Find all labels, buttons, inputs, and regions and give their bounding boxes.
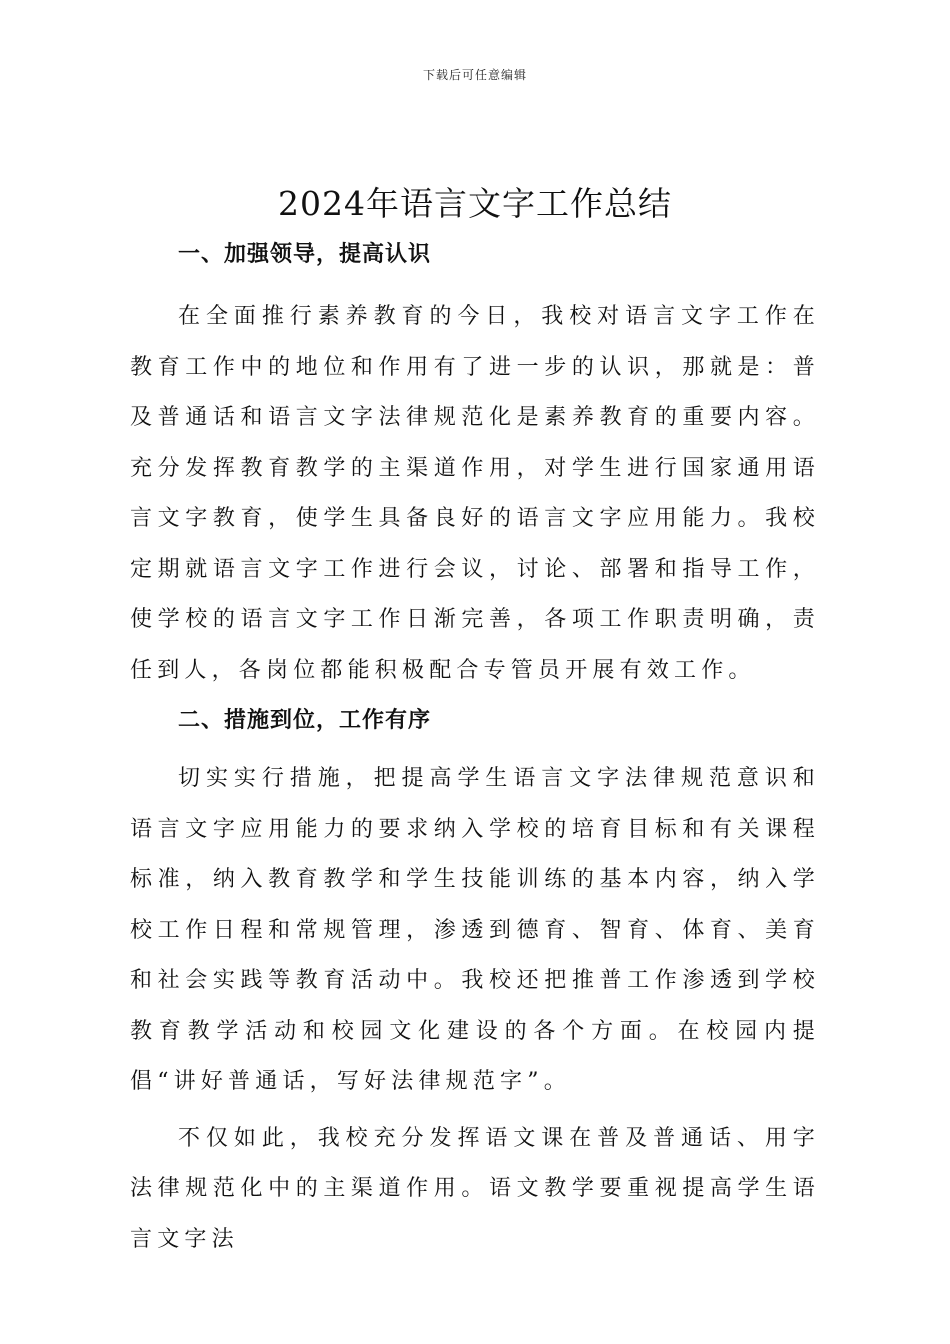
section-2 [130,696,820,1265]
paragraph: 切实实行措施，把提高学生语言文字法律规范意识和语言文字应用能力的要求纳入学校的培育目标和有关课程标准，纳入教育教学和学生技能训练的基本内容，纳入学校工作日程和常规管理，渗透到德育、智育、体育、美育和社会实践等教育活动中。我校还把推普工作渗透到学校教育教学活动和校园文化建设的各个方面。在校园内提倡“讲好普通话，写好法律规范字”。 [130,766,820,1094]
section-1 [130,230,820,696]
paragraph: 不仅如此，我校充分发挥语文课在普及普通话、用字法律规范化中的主渠道作用。语文教学要重视提高学生语言文字法 [130,1125,820,1252]
document-title: 2024年语言文字工作总结 [278,184,672,223]
section-heading: 二、措施到位，工作有序 [178,708,432,733]
paragraph: 在全面推行素养教育的今日，我校对语言文字工作在教育工作中的地位和作用有了进一步的认识，那就是：普及普通话和语言文字法律规范化是素养教育的重要内容。充分发挥教育教学的主渠道作用，对学生进行国家通用语言文字教育，使学生具备良好的语言文字应用能力。我校定期就语言文字工作进行会议，讨论、部署和指导工作，使学校的语言文字工作日渐完善，各项工作职责明确，责任到人，各岗位都能积极配合专管员开展有效工作。 [130,304,820,683]
document-body [130,230,820,1265]
header-note: 下载后可任意编辑 [422,68,527,82]
section-heading: 一、加强领导，提高认识 [178,242,432,267]
